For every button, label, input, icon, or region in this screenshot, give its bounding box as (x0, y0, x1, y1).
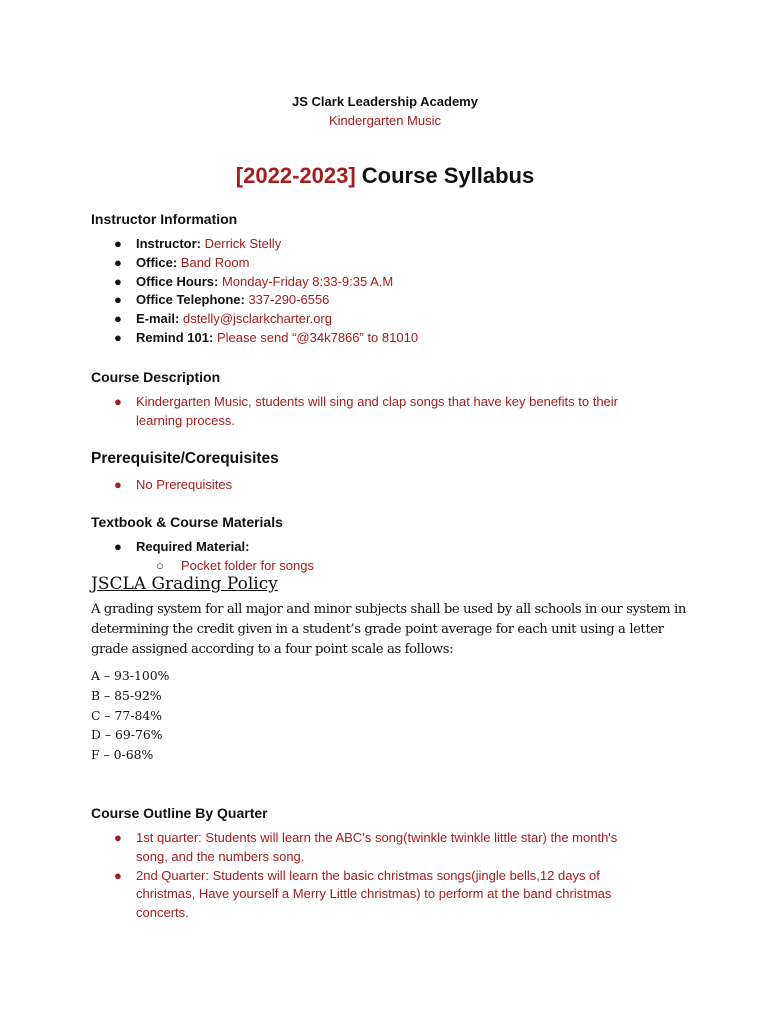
list-item (91, 476, 691, 495)
q1-line-2: song, and the numbers song. (136, 848, 305, 864)
item-label: Instructor: (136, 236, 201, 251)
outline-heading: Course Outline By Quarter (91, 805, 268, 821)
sub-bullet-icon: ○ (156, 558, 164, 573)
q2-line-1: 2nd Quarter: Students will learn the basic christmas songs(jingle bells,12 days of (136, 867, 600, 883)
grading-heading: JSCLA Grading Policy (91, 574, 278, 594)
grading-line-1: A grading system for all major and minor subjects shall be used by all schools in our system in (91, 602, 686, 617)
school-name: JS Clark Leadership Academy (292, 94, 478, 109)
list-item (91, 329, 691, 348)
item-label: E-mail: (136, 311, 180, 327)
description-line-2: learning process. (136, 412, 235, 428)
grade-scale-item: D – 69-76% (91, 727, 163, 743)
bullet-icon: ● (114, 329, 122, 345)
grade-scale-item: B – 85-92% (91, 687, 162, 703)
q2-line-3: concerts. (136, 905, 189, 921)
grading-line-2: determining the credit given in a student’s grade point average for each unit using a letter (91, 622, 664, 637)
bullet-icon: ● (114, 830, 122, 845)
grading-paragraph (91, 600, 701, 660)
item-label: Remind 101: (136, 329, 214, 345)
list-item (91, 291, 691, 310)
list-item (91, 254, 691, 273)
title-text: Course Syllabus (361, 163, 535, 188)
list-item (91, 393, 691, 431)
grade-scale-item: F – 0-68% (91, 747, 154, 763)
bullet-icon: ● (114, 539, 122, 554)
materials-list (91, 538, 691, 557)
materials-sub-text: Pocket folder for songs (181, 558, 314, 573)
prereq-heading: Prerequisite/Corequisites (91, 450, 279, 467)
grade-scale-item: A – 93-100% (91, 668, 170, 683)
q2-line-2: christmas, Have yourself a Merry Little christmas) to perform at the band christmas (136, 886, 612, 902)
prereq-text: No Prerequisites (136, 477, 233, 492)
item-label: Office: (136, 254, 178, 270)
item-label: Office Telephone: (136, 292, 245, 308)
q1-line-1: 1st quarter: Students will learn the ABC’s song(twinkle twinkle little star) the month's (136, 830, 618, 845)
materials-label: Required Material: (136, 539, 250, 554)
materials-heading: Textbook & Course Materials (91, 514, 283, 530)
item-value: Band Room (180, 254, 250, 270)
instructor-list (91, 235, 691, 348)
email-link[interactable]: dstelly@jsclarkcharter.org (182, 311, 332, 327)
list-item (91, 538, 691, 557)
list-item (91, 829, 691, 867)
bullet-icon: ● (114, 867, 122, 883)
bullet-icon: ● (114, 273, 122, 289)
bullet-icon: ● (114, 292, 122, 308)
item-value: Derrick Stelly (204, 236, 282, 251)
bullet-icon: ● (114, 236, 122, 251)
description-line-1: Kindergarten Music, students will sing and clap songs that have key benefits to their (136, 394, 618, 409)
description-heading: Course Description (91, 369, 221, 385)
list-item (91, 273, 691, 292)
grade-scale (91, 666, 169, 765)
grading-line-3: grade assigned according to a four point scale as follows: (91, 642, 454, 657)
bullet-icon: ● (114, 254, 122, 270)
item-label: Office Hours: (136, 273, 219, 289)
outline-list (91, 829, 691, 923)
list-item (91, 310, 691, 329)
page-title (0, 163, 770, 189)
grade-scale-item: C – 77-84% (91, 707, 163, 723)
list-item (91, 235, 691, 254)
bullet-icon: ● (114, 311, 122, 327)
bullet-icon: ● (114, 394, 122, 409)
prereq-list (91, 476, 691, 495)
item-value: Monday-Friday 8:33-9:35 A.M (221, 273, 394, 289)
instructor-heading: Instructor Information (91, 211, 238, 227)
course-subject: Kindergarten Music (329, 113, 441, 128)
bullet-icon: ● (114, 477, 122, 492)
item-value: 337-290-6556 (248, 292, 330, 308)
school-year: [2022-2023] (235, 163, 356, 188)
materials-sub-item (136, 557, 314, 575)
list-item (91, 867, 691, 923)
item-value: Please send “@34k7866” to 81010 (216, 329, 419, 345)
description-list (91, 393, 691, 431)
